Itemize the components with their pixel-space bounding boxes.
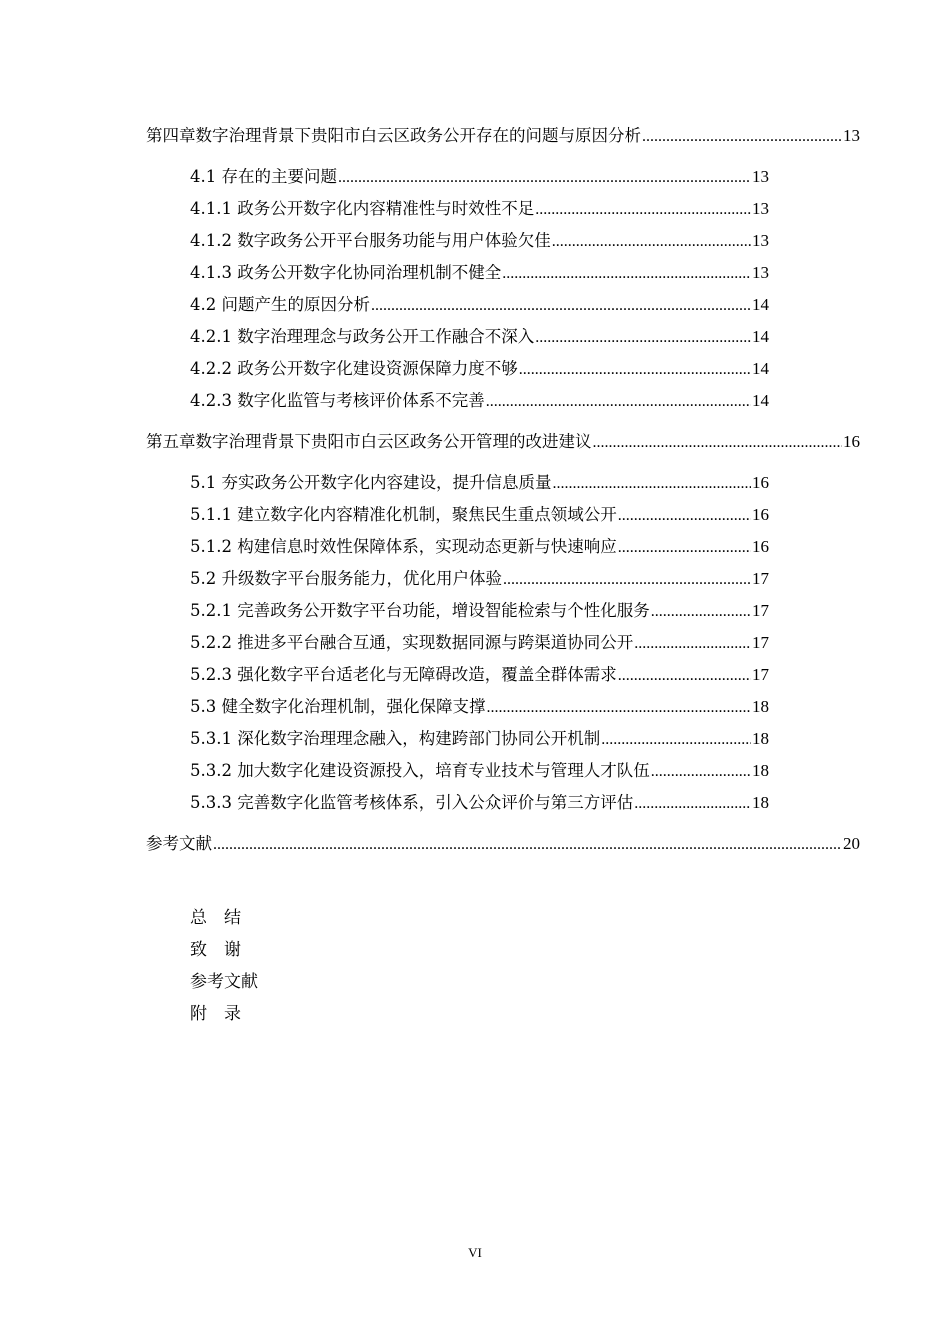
toc-entry[interactable] [190, 163, 769, 185]
toc-entry[interactable] [190, 565, 769, 587]
toc-entry[interactable] [190, 469, 769, 491]
toc-entry[interactable] [190, 789, 769, 811]
extra-references: 参考文献 [190, 972, 258, 992]
toc-entry-label: 4.2.2 政务公开数字化建设资源保障力度不够 [190, 359, 518, 378]
dot-leader [535, 329, 751, 347]
toc-entry-page: 13 [752, 263, 769, 282]
toc-entry[interactable] [190, 725, 769, 747]
dot-leader [634, 635, 751, 653]
toc-entry[interactable] [190, 661, 769, 683]
toc-entry-label: 参考文献 [146, 834, 212, 853]
dot-leader [213, 836, 842, 854]
toc-entry-label: 5.2.1 完善政务公开数字平台功能，增设智能检索与个性化服务 [190, 601, 650, 620]
toc-entry-label: 5.1.2 构建信息时效性保障体系，实现动态更新与快速响应 [190, 537, 617, 556]
toc-entry-page: 16 [752, 505, 769, 524]
toc-entry-page: 13 [752, 231, 769, 250]
toc-entry-page: 18 [752, 697, 769, 716]
toc-entry-page: 16 [752, 537, 769, 556]
toc-entry-page: 14 [752, 391, 769, 410]
toc-entry-label: 5.1.1 建立数字化内容精准化机制，聚焦民生重点领域公开 [190, 505, 617, 524]
toc-entry-label: 5.3.2 加大数字化建设资源投入，培育专业技术与管理人才队伍 [190, 761, 650, 780]
toc-references[interactable] [146, 830, 860, 852]
dot-leader [552, 233, 751, 251]
toc-entry-label: 4.1 存在的主要问题 [190, 167, 337, 186]
extra-acknowledgement: 致 谢 [190, 940, 241, 960]
dot-leader [535, 201, 751, 219]
toc-entry-label: 5.2.2 推进多平台融合互通，实现数据同源与跨渠道协同公开 [190, 633, 634, 652]
toc-entry-label: 5.3.3 完善数字化监管考核体系，引入公众评价与第三方评估 [190, 793, 634, 812]
toc-entry-label: 5.3.1 深化数字治理理念融入，构建跨部门协同公开机制 [190, 729, 601, 748]
toc-entry-label: 5.3 健全数字化治理机制，强化保障支撑 [190, 697, 486, 716]
dot-leader [651, 763, 751, 781]
toc-entry[interactable] [190, 355, 769, 377]
dot-leader [486, 393, 751, 411]
dot-leader [519, 361, 751, 379]
toc-entry-page: 16 [752, 473, 769, 492]
toc-entry[interactable] [190, 323, 769, 345]
extra-appendix: 附 录 [190, 1004, 241, 1024]
toc-entry[interactable] [190, 259, 769, 281]
toc-entry[interactable] [190, 387, 769, 409]
dot-leader [634, 795, 751, 813]
toc-entry-page: 13 [843, 126, 860, 145]
toc-entry-page: 13 [752, 199, 769, 218]
toc-entry-label: 第五章数字治理背景下贵阳市白云区政务公开管理的改进建议 [146, 432, 592, 451]
toc-entry[interactable] [190, 533, 769, 555]
toc-entry[interactable] [190, 629, 769, 651]
toc-entry[interactable] [190, 195, 769, 217]
toc-entry-page: 14 [752, 295, 769, 314]
toc-entry-page: 18 [752, 793, 769, 812]
dot-leader [593, 434, 843, 452]
dot-leader [618, 507, 751, 525]
dot-leader [618, 667, 751, 685]
toc-entry-label: 4.2.3 数字化监管与考核评价体系不完善 [190, 391, 485, 410]
toc-entry-page: 13 [752, 167, 769, 186]
toc-entry-label: 4.1.1 政务公开数字化内容精准性与时效性不足 [190, 199, 535, 218]
dot-leader [503, 571, 751, 589]
toc-entry-label: 第四章数字治理背景下贵阳市白云区政务公开存在的问题与原因分析 [146, 126, 641, 145]
toc-entry-page: 18 [752, 729, 769, 748]
toc-entry[interactable] [190, 501, 769, 523]
dot-leader [502, 265, 751, 283]
toc-entry-label: 4.1.2 数字政务公开平台服务功能与用户体验欠佳 [190, 231, 551, 250]
dot-leader [651, 603, 751, 621]
toc-entry-page: 14 [752, 327, 769, 346]
toc-entry[interactable] [190, 757, 769, 779]
toc-entry[interactable] [190, 597, 769, 619]
dot-leader [371, 297, 751, 315]
toc-entry-page: 17 [752, 601, 769, 620]
dot-leader [601, 731, 751, 749]
toc-entry-page: 16 [843, 432, 860, 451]
toc-entry[interactable] [190, 227, 769, 249]
dot-leader [487, 699, 752, 717]
toc-chapter-5[interactable] [146, 428, 860, 450]
toc-chapter-4[interactable] [146, 122, 860, 144]
toc-entry-label: 4.2.1 数字治理理念与政务公开工作融合不深入 [190, 327, 535, 346]
dot-leader [618, 539, 751, 557]
toc-entry-page: 17 [752, 569, 769, 588]
toc-entry-label: 4.1.3 政务公开数字化协同治理机制不健全 [190, 263, 502, 282]
page-number: VI [468, 1245, 482, 1260]
dot-leader [338, 169, 751, 187]
dot-leader [553, 475, 752, 493]
toc-entry-label: 5.2 升级数字平台服务能力，优化用户体验 [190, 569, 502, 588]
toc-entry-page: 17 [752, 633, 769, 652]
toc-entry-page: 14 [752, 359, 769, 378]
toc-entry[interactable] [190, 291, 769, 313]
toc-entry-page: 20 [843, 834, 860, 853]
toc-entry-page: 18 [752, 761, 769, 780]
extra-summary: 总 结 [190, 908, 241, 928]
toc-entry-label: 5.1 夯实政务公开数字化内容建设，提升信息质量 [190, 473, 552, 492]
toc-entry-page: 17 [752, 665, 769, 684]
toc-entry-label: 4.2 问题产生的原因分析 [190, 295, 370, 314]
dot-leader [642, 128, 842, 146]
toc-entry[interactable] [190, 693, 769, 715]
toc-entry-label: 5.2.3 强化数字平台适老化与无障碍改造，覆盖全群体需求 [190, 665, 617, 684]
